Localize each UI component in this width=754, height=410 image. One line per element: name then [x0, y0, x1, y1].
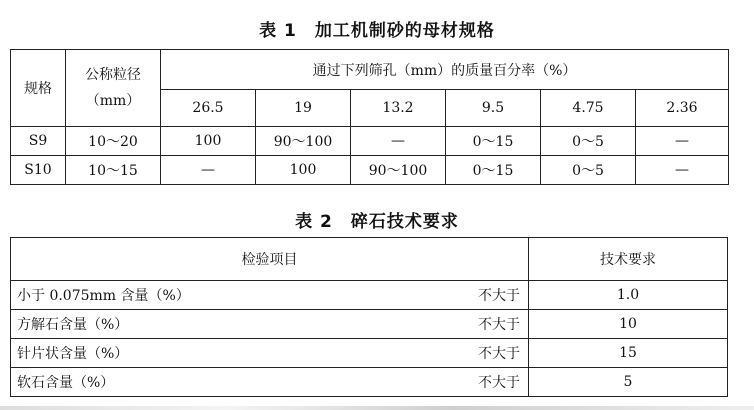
header-nominal-size-line1: 公称粒径	[85, 67, 141, 83]
cell-item	[11, 310, 529, 339]
table-row	[11, 281, 728, 310]
header-test-item: 检验项目	[11, 238, 529, 281]
table2-title: 表 2 碎石技术要求	[295, 212, 459, 232]
cell-requirement: 5	[529, 368, 728, 397]
cell-requirement: 10	[529, 310, 728, 339]
cell-value: 100	[256, 156, 351, 185]
header-sieve: 9.5	[446, 90, 541, 127]
cell-item	[11, 368, 529, 397]
table-row	[11, 156, 729, 185]
table1-title: 表 1 加工机制砂的母材规格	[259, 21, 495, 41]
cell-item	[11, 281, 529, 310]
item-label: 小于 0.075mm 含量（%）	[17, 288, 190, 304]
item-condition: 不大于	[478, 375, 520, 391]
header-sieve: 13.2	[351, 90, 446, 127]
table-row	[11, 127, 729, 156]
cell-value: —	[636, 127, 729, 156]
item-label: 针片状含量（%）	[17, 346, 129, 362]
cell-size: 10～20	[66, 127, 161, 156]
cell-item	[11, 339, 529, 368]
cell-value: 0～15	[446, 127, 541, 156]
header-sieve: 19	[256, 90, 351, 127]
table-row	[11, 368, 728, 397]
table-row	[11, 339, 728, 368]
cell-requirement: 15	[529, 339, 728, 368]
cell-value: 100	[161, 127, 256, 156]
header-sieve: 4.75	[541, 90, 636, 127]
cell-value: 0～5	[541, 127, 636, 156]
cell-value: —	[351, 127, 446, 156]
header-sieve: 26.5	[161, 90, 256, 127]
cell-size: 10～15	[66, 156, 161, 185]
cell-value: 90～100	[351, 156, 446, 185]
item-label: 软石含量（%）	[17, 375, 115, 391]
item-condition: 不大于	[478, 317, 520, 333]
cell-value: —	[636, 156, 729, 185]
cell-value: —	[161, 156, 256, 185]
cell-value: 0～15	[446, 156, 541, 185]
cell-spec: S10	[11, 156, 66, 185]
header-nominal-size	[66, 50, 161, 127]
scan-edge-divider	[0, 406, 754, 410]
header-sieve: 2.36	[636, 90, 729, 127]
gravel-requirements-table	[10, 237, 728, 397]
cell-value: 0～5	[541, 156, 636, 185]
item-condition: 不大于	[478, 288, 520, 304]
table-row	[11, 310, 728, 339]
cell-requirement: 1.0	[529, 281, 728, 310]
header-spec: 规格	[11, 50, 66, 127]
cell-value: 90～100	[256, 127, 351, 156]
item-condition: 不大于	[478, 346, 520, 362]
item-label: 方解石含量（%）	[17, 317, 129, 333]
header-nominal-size-line2: （mm）	[85, 93, 141, 109]
cell-spec: S9	[11, 127, 66, 156]
header-requirement: 技术要求	[529, 238, 728, 281]
header-pass-percentage: 通过下列筛孔（mm）的质量百分率（%）	[161, 50, 729, 90]
sieve-spec-table	[10, 49, 729, 185]
